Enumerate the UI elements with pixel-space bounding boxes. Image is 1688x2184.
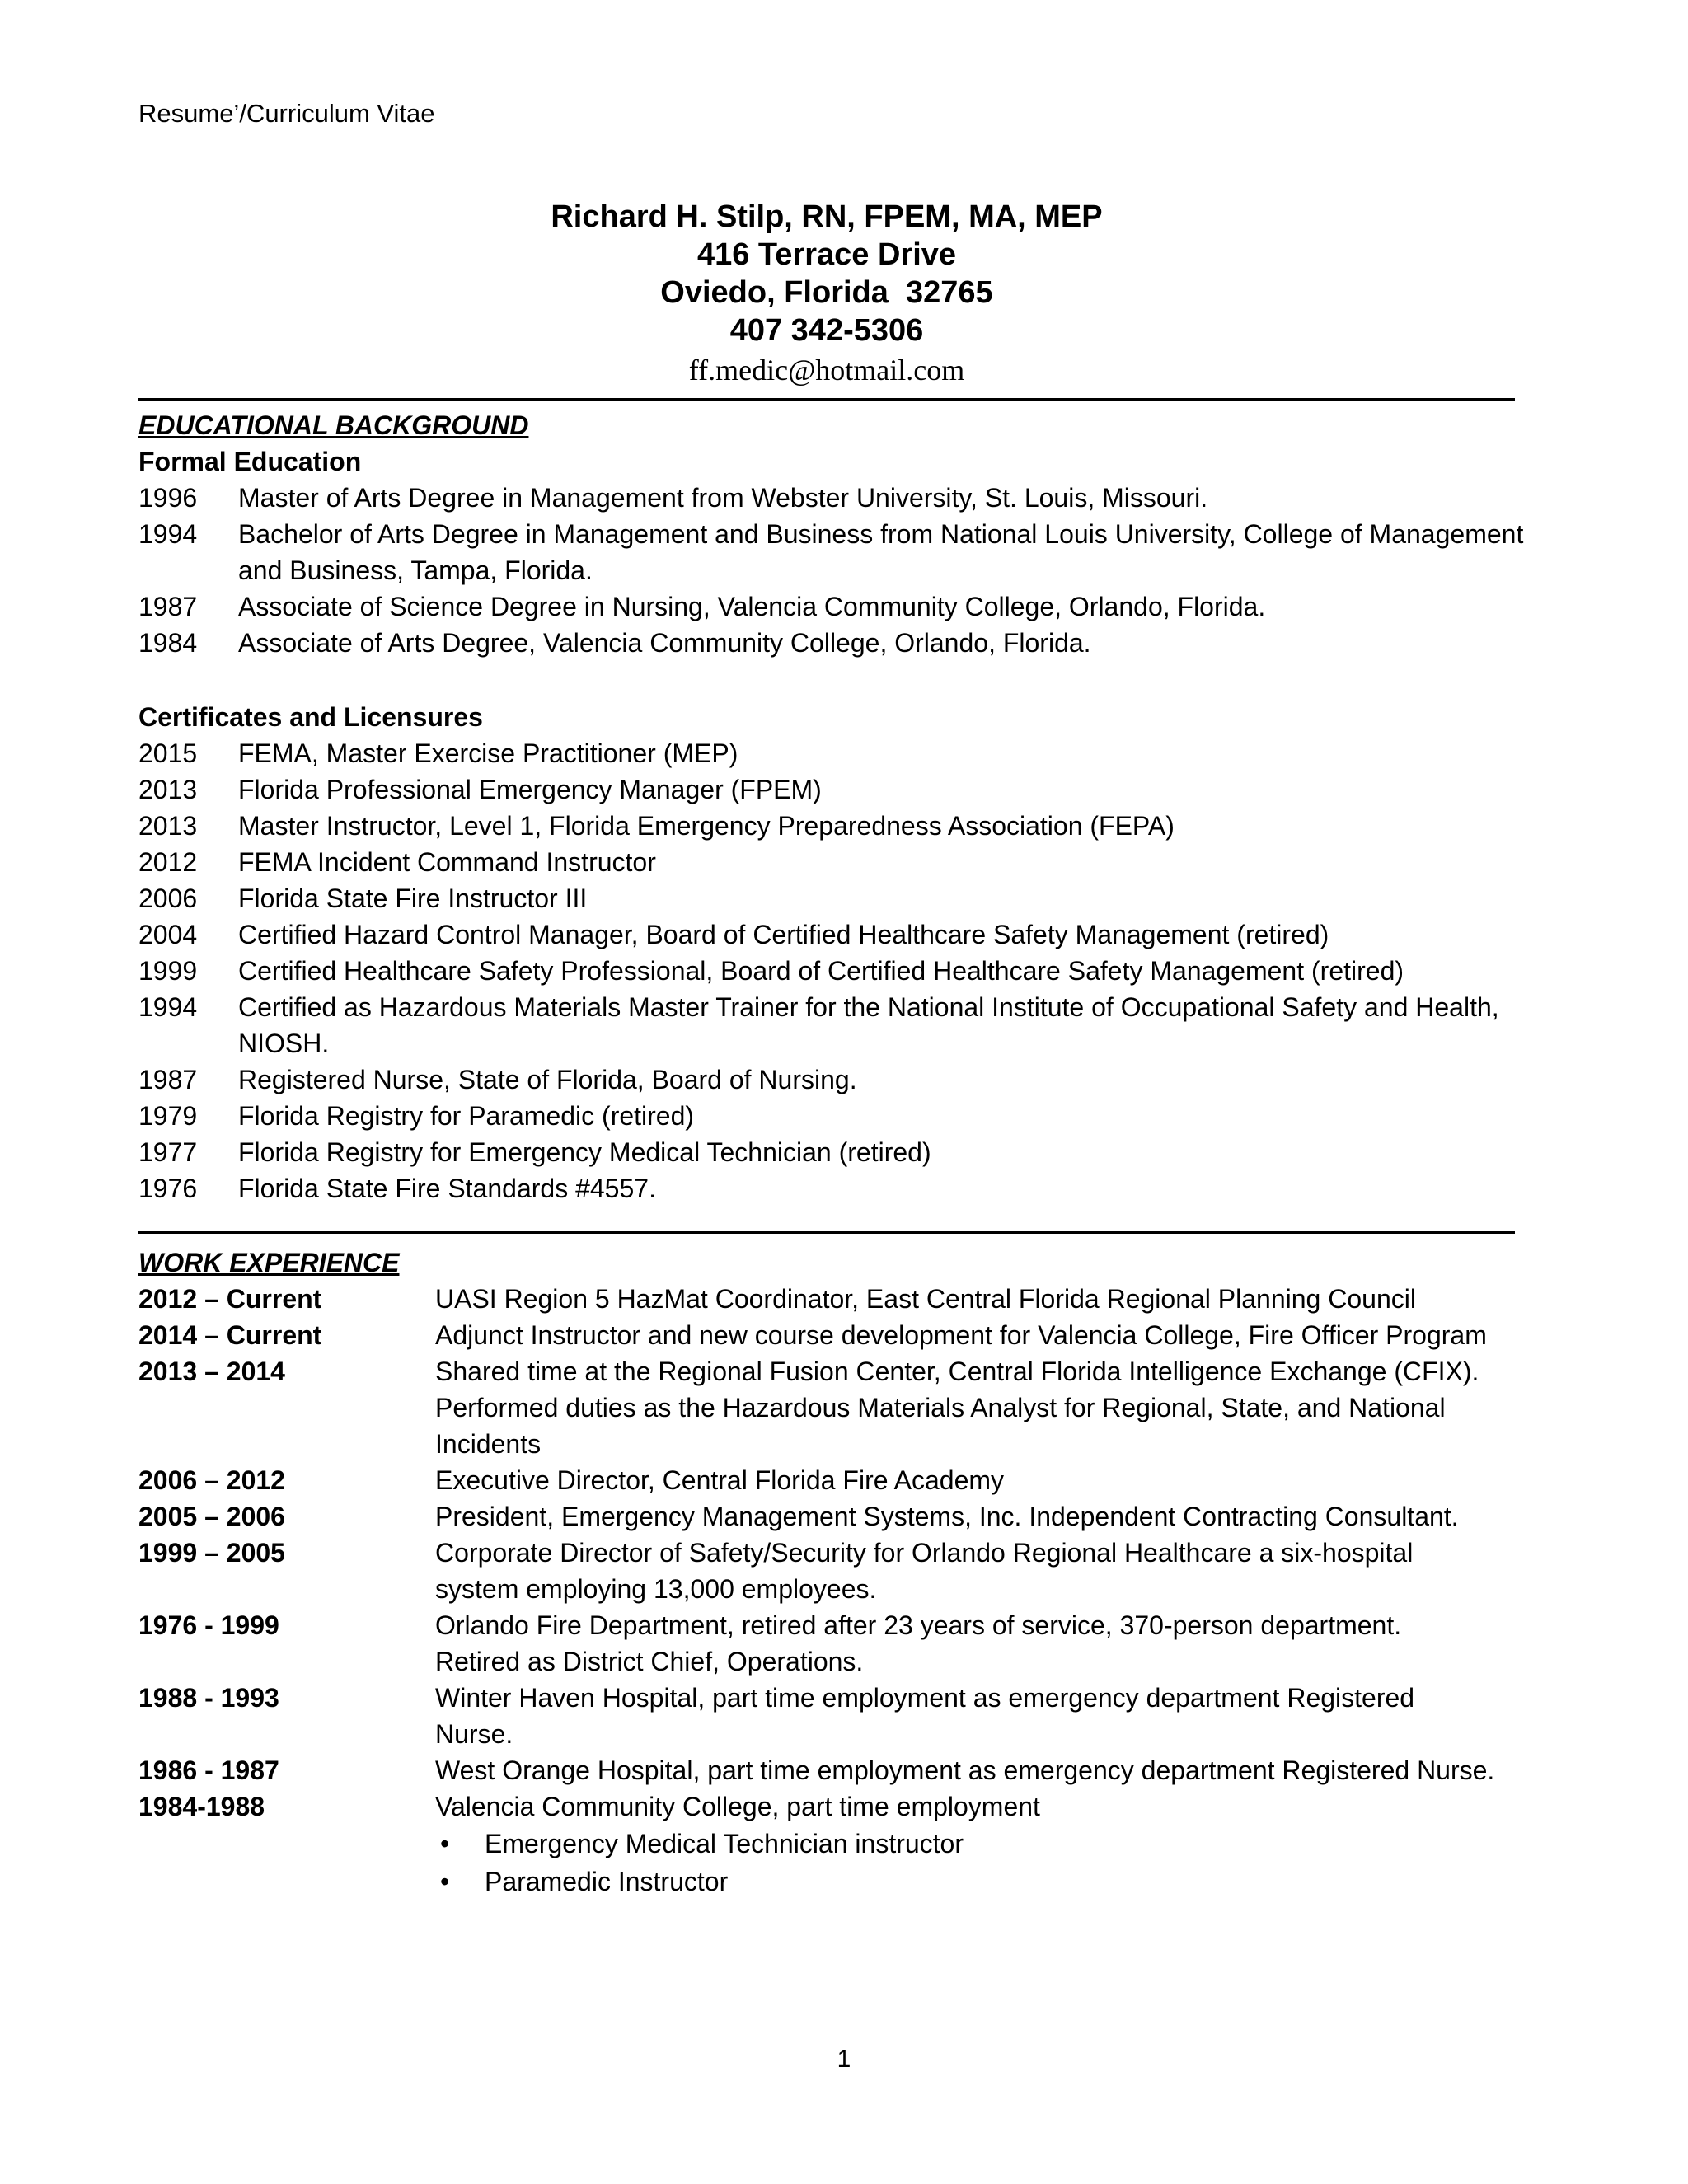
entry-text: Florida Registry for Emergency Medical Technician (retired) xyxy=(238,1137,931,1167)
entry-year: 1984 xyxy=(138,628,198,658)
entry-year: 2004 xyxy=(138,920,198,949)
work-description: Adjunct Instructor and new course development for Valencia College, Fire Officer Program xyxy=(435,1320,1487,1350)
work-description: Executive Director, Central Florida Fire Academy xyxy=(435,1465,1005,1495)
work-entry xyxy=(138,1788,1540,1900)
work-period: 1976 - 1999 xyxy=(138,1610,279,1640)
work-entry xyxy=(138,1281,1540,1317)
entry-year: 1999 xyxy=(138,956,198,986)
work-entry xyxy=(138,1317,1540,1353)
divider-middle xyxy=(138,1231,1515,1234)
email-address: ff.medic@hotmail.com xyxy=(688,354,965,387)
work-entry xyxy=(138,1680,1540,1752)
certificates-title: Certificates and Licensures xyxy=(138,702,483,732)
entry-text: Florida State Fire Standards #4557. xyxy=(238,1174,656,1203)
entry-text: Master of Arts Degree in Management from Webster University, St. Louis, Missouri. xyxy=(238,483,1208,513)
work-entry xyxy=(138,1752,1540,1788)
work-description: Orlando Fire Department, retired after 23 years of service, 370-person department. Retired as District Chief, Operations. xyxy=(435,1610,1402,1676)
entry-text: Master Instructor, Level 1, Florida Emergency Preparedness Association (FEPA) xyxy=(238,811,1175,841)
list-item xyxy=(138,771,1540,808)
education-section-title: EDUCATIONAL BACKGROUND xyxy=(138,410,529,440)
list-item xyxy=(138,625,1540,661)
work-period: 2005 – 2006 xyxy=(138,1502,285,1531)
list-item xyxy=(138,1170,1540,1207)
entry-text: Certified Healthcare Safety Professional, Board of Certified Healthcare Safety Management (retired) xyxy=(238,956,1404,986)
contact-block xyxy=(138,198,1515,389)
entry-year: 1987 xyxy=(138,1065,198,1094)
entry-year: 1977 xyxy=(138,1137,198,1167)
entry-text: Associate of Science Degree in Nursing, Valencia Community College, Orlando, Florida. xyxy=(238,592,1266,621)
entry-year: 2012 xyxy=(138,847,198,877)
work-description xyxy=(435,1788,1540,1900)
certificates-list xyxy=(138,735,1540,1207)
street-address: 416 Terrace Drive xyxy=(696,237,957,272)
entry-text: FEMA Incident Command Instructor xyxy=(238,847,656,877)
document-header-label: Resume’/Curriculum Vitae xyxy=(138,99,435,128)
entry-year: 1987 xyxy=(138,592,198,621)
work-description: President, Emergency Management Systems, Inc. Independent Contracting Consultant. xyxy=(435,1502,1459,1531)
entry-year: 1996 xyxy=(138,483,198,513)
work-period: 2014 – Current xyxy=(138,1320,322,1350)
list-item xyxy=(138,916,1540,953)
entry-year: 2006 xyxy=(138,883,198,913)
list-item xyxy=(138,1134,1540,1170)
list-item xyxy=(435,1863,1540,1900)
entry-year: 1976 xyxy=(138,1174,198,1203)
city-state-zip: Oviedo, Florida 32765 xyxy=(660,275,993,310)
entry-text: Florida State Fire Instructor III xyxy=(238,883,588,913)
work-description: Corporate Director of Safety/Security for Orlando Regional Healthcare a six-hospital system employing 13,000 employees. xyxy=(435,1538,1414,1604)
list-item xyxy=(138,1098,1540,1134)
entry-year: 1979 xyxy=(138,1101,198,1131)
formal-education-list xyxy=(138,480,1540,661)
entry-text: Florida Registry for Paramedic (retired) xyxy=(238,1101,695,1131)
entry-text: FEMA, Master Exercise Practitioner (MEP) xyxy=(238,738,738,768)
work-period: 1999 – 2005 xyxy=(138,1538,285,1568)
work-period: 2012 – Current xyxy=(138,1284,322,1314)
list-item xyxy=(138,588,1540,625)
work-entry xyxy=(138,1607,1540,1680)
work-description: Winter Haven Hospital, part time employment as emergency department Registered Nurse. xyxy=(435,1683,1415,1749)
person-name: Richard H. Stilp, RN, FPEM, MA, MEP xyxy=(551,199,1103,234)
bullet-text: Emergency Medical Technician instructor xyxy=(485,1829,964,1858)
bullet-icon: • xyxy=(440,1867,450,1896)
work-period: 1986 - 1987 xyxy=(138,1755,279,1785)
work-experience-list xyxy=(138,1281,1540,1900)
list-item xyxy=(138,808,1540,844)
work-period: 2006 – 2012 xyxy=(138,1465,285,1495)
entry-year: 2013 xyxy=(138,811,198,841)
list-item xyxy=(138,844,1540,880)
bullet-icon: • xyxy=(440,1829,450,1858)
work-description-text: Valencia Community College, part time employment xyxy=(435,1792,1040,1821)
work-entry xyxy=(138,1353,1540,1462)
work-period: 1988 - 1993 xyxy=(138,1683,279,1713)
work-description: West Orange Hospital, part time employment as emergency department Registered Nurse. xyxy=(435,1755,1495,1785)
bullet-text: Paramedic Instructor xyxy=(485,1867,729,1896)
phone-number: 407 342-5306 xyxy=(729,313,924,348)
work-description: UASI Region 5 HazMat Coordinator, East Central Florida Regional Planning Council xyxy=(435,1284,1416,1314)
bullet-list xyxy=(435,1825,1540,1900)
entry-year: 1994 xyxy=(138,992,198,1022)
list-item xyxy=(138,953,1540,989)
entry-text: Associate of Arts Degree, Valencia Community College, Orlando, Florida. xyxy=(238,628,1091,658)
entry-text: Certified as Hazardous Materials Master Trainer for the National Institute of Occupational Safety and Health, NIOSH. xyxy=(238,992,1499,1058)
entry-year: 2013 xyxy=(138,775,198,804)
list-item xyxy=(138,480,1540,516)
list-item xyxy=(138,989,1540,1062)
entry-year: 1994 xyxy=(138,519,198,549)
entry-text: Bachelor of Arts Degree in Management and Business from National Louis University, College of Management and Business, Tampa, Florida. xyxy=(238,519,1524,585)
work-description: Shared time at the Regional Fusion Center, Central Florida Intelligence Exchange (CFIX). Performed duties as the Hazardous Materials Analyst for Regional, State, and National Incidents xyxy=(435,1357,1479,1459)
list-item xyxy=(138,880,1540,916)
work-period: 1984-1988 xyxy=(138,1792,265,1821)
list-item xyxy=(138,516,1540,588)
entry-text: Certified Hazard Control Manager, Board of Certified Healthcare Safety Management (retired) xyxy=(238,920,1329,949)
page-number: 1 xyxy=(837,2046,851,2073)
list-item xyxy=(138,1062,1540,1098)
list-item xyxy=(435,1825,1540,1863)
entry-text: Florida Professional Emergency Manager (FPEM) xyxy=(238,775,822,804)
work-entry xyxy=(138,1498,1540,1535)
formal-education-title: Formal Education xyxy=(138,447,362,476)
work-entry xyxy=(138,1535,1540,1607)
work-section-title: WORK EXPERIENCE xyxy=(138,1248,400,1277)
work-entry xyxy=(138,1462,1540,1498)
work-period: 2013 – 2014 xyxy=(138,1357,285,1386)
divider-top xyxy=(138,398,1515,401)
entry-year: 2015 xyxy=(138,738,198,768)
list-item xyxy=(138,735,1540,771)
entry-text: Registered Nurse, State of Florida, Board of Nursing. xyxy=(238,1065,857,1094)
